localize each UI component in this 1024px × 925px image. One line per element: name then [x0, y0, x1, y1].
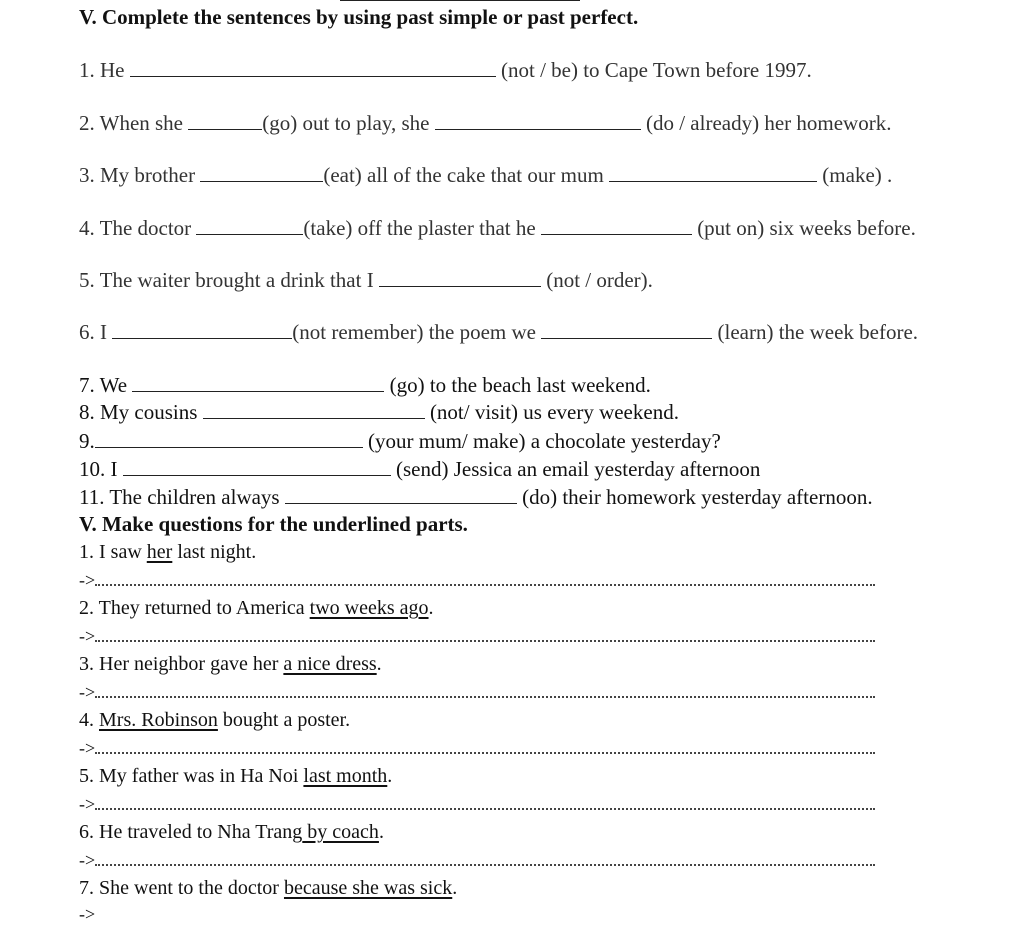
exercise-b-item-1: 1. I saw her last night.: [79, 541, 257, 563]
dotted-answer-space: [95, 574, 875, 586]
dotted-answer-space: [95, 742, 875, 754]
answer-line[interactable]: [79, 682, 880, 703]
answer-blank[interactable]: [196, 218, 303, 235]
answer-line[interactable]: [79, 904, 880, 925]
underlined-part: by coach: [302, 821, 379, 843]
answer-line[interactable]: [79, 738, 880, 759]
exercise-a-item-8: 8. My cousins (not/ visit) us every weekend.: [79, 400, 679, 424]
answer-blank[interactable]: [112, 322, 292, 339]
arrow-prefix: ->: [79, 904, 96, 924]
answer-blank[interactable]: [609, 165, 817, 182]
answer-blank[interactable]: [203, 402, 425, 419]
arrow-prefix: ->: [79, 682, 96, 702]
top-partial-underline: [340, 0, 580, 1]
section-a-heading: V. Complete the sentences by using past simple or past perfect.: [79, 5, 639, 29]
answer-blank[interactable]: [188, 113, 262, 130]
answer-blank[interactable]: [130, 60, 496, 77]
answer-blank[interactable]: [435, 113, 641, 130]
answer-blank[interactable]: [379, 270, 541, 287]
exercise-a-item-4: 4. The doctor (take) off the plaster that he (put on) six weeks before.: [79, 216, 916, 240]
answer-blank[interactable]: [200, 165, 323, 182]
answer-blank[interactable]: [95, 431, 363, 448]
section-b-heading: V. Make questions for the underlined parts.: [79, 512, 468, 536]
exercise-a-item-7: 7. We (go) to the beach last weekend.: [79, 373, 651, 397]
exercise-a-item-10: 10. I (send) Jessica an email yesterday afternoon: [79, 457, 761, 481]
exercise-b-item-7: 7. She went to the doctor because she was sick.: [79, 877, 458, 899]
dotted-answer-space: [95, 630, 875, 642]
answer-blank[interactable]: [541, 218, 692, 235]
answer-line[interactable]: [79, 626, 880, 647]
answer-blank[interactable]: [132, 375, 384, 392]
exercise-a-item-5: 5. The waiter brought a drink that I (not / order).: [79, 268, 653, 292]
answer-line[interactable]: [79, 794, 880, 815]
underlined-part: because she was sick: [283, 877, 453, 899]
exercise-b-item-6: 6. He traveled to Nha Trang by coach.: [79, 821, 384, 843]
exercise-a-item-6: 6. I (not remember) the poem we (learn) the week before.: [79, 320, 919, 344]
arrow-prefix: ->: [79, 850, 96, 870]
exercise-a-item-1: 1. He (not / be) to Cape Town before 1997.: [79, 58, 812, 82]
underlined-part: a nice dress: [283, 653, 377, 675]
answer-blank[interactable]: [285, 487, 517, 504]
answer-blank[interactable]: [541, 322, 712, 339]
exercise-a-item-9: 9. (your mum/ make) a chocolate yesterday?: [79, 429, 721, 453]
arrow-prefix: ->: [79, 738, 96, 758]
exercise-a-item-11: 11. The children always (do) their homework yesterday afternoon.: [79, 485, 873, 509]
underlined-part: her: [146, 541, 173, 563]
underlined-part: last month: [303, 765, 388, 787]
exercise-a-item-2: 2. When she (go) out to play, she (do / already) her homework.: [79, 111, 892, 135]
arrow-prefix: ->: [79, 794, 96, 814]
dotted-answer-space: [95, 686, 875, 698]
underlined-part: Mrs. Robinson: [99, 709, 218, 731]
exercise-b-item-3: 3. Her neighbor gave her a nice dress.: [79, 653, 382, 675]
answer-line[interactable]: [79, 570, 880, 591]
exercise-b-item-5: 5. My father was in Ha Noi last month.: [79, 765, 393, 787]
answer-line[interactable]: [79, 850, 880, 871]
exercise-b-item-4: 4. Mrs. Robinson bought a poster.: [79, 709, 351, 731]
exercise-a-item-3: 3. My brother (eat) all of the cake that our mum (make) .: [79, 163, 893, 187]
dotted-answer-space: [95, 798, 875, 810]
arrow-prefix: ->: [79, 570, 96, 590]
dotted-answer-space: [95, 854, 875, 866]
exercise-b-item-2: 2. They returned to America two weeks ago.: [79, 597, 434, 619]
underlined-part: two weeks ago: [309, 597, 429, 619]
answer-blank[interactable]: [123, 459, 391, 476]
arrow-prefix: ->: [79, 626, 96, 646]
